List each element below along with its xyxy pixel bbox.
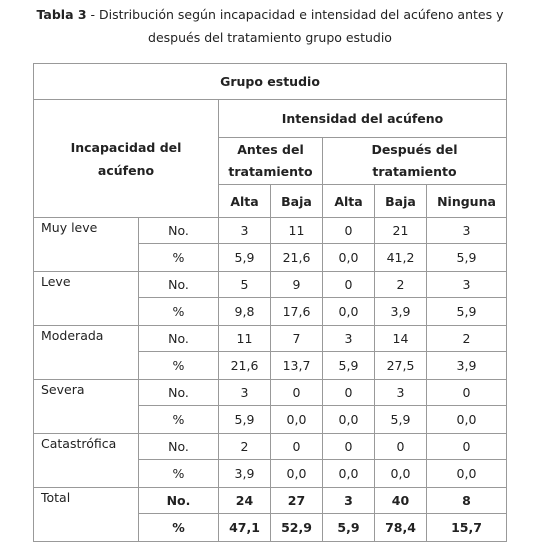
count-label: No. [139,272,219,298]
row-header-text: Incapacidad del acúfeno [70,139,182,178]
intensity-header: Intensidad del acúfeno [219,100,507,138]
percent-label: % [139,406,219,434]
table-row [34,272,507,298]
count-cell: 3 [323,488,375,514]
count-cell: 3 [219,380,271,406]
count-cell: 3 [375,380,427,406]
count-cell: 0 [271,434,323,460]
row-label: Muy leve [34,218,139,272]
count-cell: 0 [323,272,375,298]
percent-cell: 3,9 [427,352,507,380]
count-cell: 8 [427,488,507,514]
percent-cell: 0,0 [323,244,375,272]
count-cell: 14 [375,326,427,352]
table-row [34,326,507,352]
percent-cell: 3,9 [375,298,427,326]
percent-cell: 27,5 [375,352,427,380]
table-caption [10,3,530,49]
count-cell: 0 [427,434,507,460]
caption-text: - Distribución según incapacidad e intensidad del acúfeno antes y después del tratamiento grupo estudio [86,7,504,45]
percent-cell: 17,6 [271,298,323,326]
percent-cell: 5,9 [427,244,507,272]
percent-cell: 9,8 [219,298,271,326]
count-cell: 2 [375,272,427,298]
data-table [33,63,507,542]
percent-cell: 5,9 [323,514,375,542]
before-header [219,138,323,185]
count-cell: 40 [375,488,427,514]
count-cell: 24 [219,488,271,514]
count-cell: 7 [271,326,323,352]
after-header [323,138,507,185]
count-cell: 21 [375,218,427,244]
percent-cell: 0,0 [271,406,323,434]
count-cell: 11 [271,218,323,244]
percent-cell: 5,9 [219,406,271,434]
percent-cell: 13,7 [271,352,323,380]
percent-label: % [139,298,219,326]
percent-cell: 78,4 [375,514,427,542]
count-label: No. [139,488,219,514]
percent-cell: 5,9 [219,244,271,272]
count-cell: 0 [427,380,507,406]
table-row [34,380,507,406]
percent-cell: 5,9 [375,406,427,434]
percent-label: % [139,514,219,542]
percent-cell: 15,7 [427,514,507,542]
col-header: Alta [219,185,271,218]
group-header: Grupo estudio [34,64,507,100]
after-header-text: Después del tratamiento [371,142,458,179]
count-cell: 11 [219,326,271,352]
count-label: No. [139,434,219,460]
row-label: Moderada [34,326,139,380]
table-row [34,218,507,244]
percent-cell: 0,0 [375,460,427,488]
count-cell: 5 [219,272,271,298]
count-cell: 27 [271,488,323,514]
percent-cell: 41,2 [375,244,427,272]
count-label: No. [139,218,219,244]
col-header: Alta [323,185,375,218]
percent-cell: 0,0 [427,460,507,488]
count-cell: 3 [219,218,271,244]
count-label: No. [139,326,219,352]
count-cell: 3 [427,218,507,244]
row-label: Leve [34,272,139,326]
table-row [34,434,507,460]
count-cell: 0 [271,380,323,406]
row-label: Severa [34,380,139,434]
count-cell: 3 [323,326,375,352]
count-cell: 0 [323,218,375,244]
percent-cell: 0,0 [271,460,323,488]
percent-cell: 21,6 [271,244,323,272]
count-label: No. [139,380,219,406]
count-cell: 2 [427,326,507,352]
percent-cell: 47,1 [219,514,271,542]
count-cell: 0 [323,434,375,460]
count-cell: 0 [323,380,375,406]
caption-label: Tabla 3 [36,7,87,22]
percent-label: % [139,352,219,380]
count-cell: 9 [271,272,323,298]
count-cell: 3 [427,272,507,298]
count-cell: 0 [375,434,427,460]
percent-cell: 21,6 [219,352,271,380]
percent-cell: 0,0 [323,298,375,326]
row-header [34,100,219,218]
col-header: Ninguna [427,185,507,218]
col-header: Baja [375,185,427,218]
table-row [34,488,507,514]
percent-cell: 0,0 [323,460,375,488]
percent-cell: 5,9 [323,352,375,380]
percent-cell: 3,9 [219,460,271,488]
count-cell: 2 [219,434,271,460]
row-label: Total [34,488,139,542]
percent-cell: 52,9 [271,514,323,542]
percent-label: % [139,460,219,488]
row-label: Catastrófica [34,434,139,488]
percent-cell: 0,0 [323,406,375,434]
percent-label: % [139,244,219,272]
col-header: Baja [271,185,323,218]
percent-cell: 5,9 [427,298,507,326]
percent-cell: 0,0 [427,406,507,434]
before-header-text: Antes del tratamiento [228,142,313,179]
